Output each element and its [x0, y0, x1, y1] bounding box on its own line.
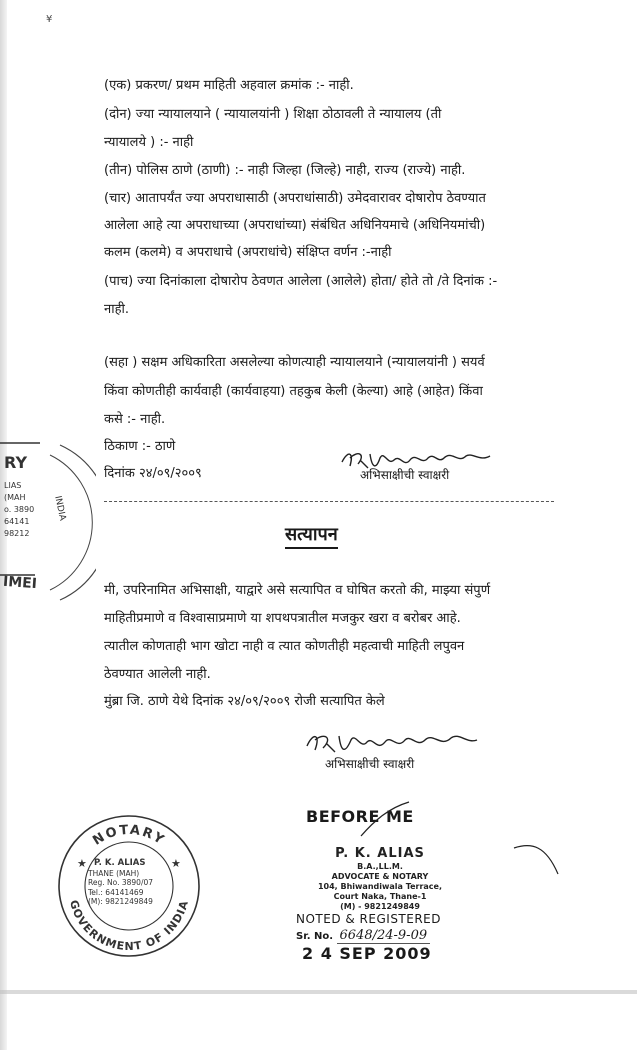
- verification-line-3: त्यातील कोणताही भाग खोटा नाही व त्यात कोणतीही महत्वाची माहिती लपुवन: [104, 639, 465, 654]
- edge-stamp-text-4: o. 3890: [4, 505, 35, 514]
- notary-stamp-ring-bottom: GOVERNMENT OF INDIA: [66, 898, 192, 954]
- edge-stamp-text-7: INDIA: [52, 495, 68, 522]
- noted-registered-stamp: NOTED & REGISTERED: [296, 912, 442, 926]
- notary-stamp-tel: Tel.: 64141469: [88, 887, 144, 897]
- affidavit-line-7: कलम (कलमे) व अपराधाचे (अपराधांचे) संक्षिप्त वर्णन :-नाही: [104, 245, 392, 260]
- notary-stamp-name: P. K. ALIAS: [94, 858, 146, 868]
- affidavit-line-2: (दोन) ज्या न्यायालयाने ( न्यायालयांनी ) शिक्षा ठोठावली ते न्यायालय (ती: [104, 107, 442, 122]
- affidavit-line-10: (सहा ) सक्षम अधिकारिता असलेल्या कोणत्याही न्यायालयाने (न्यायालयांनी ) सयर्व: [104, 355, 485, 370]
- edge-stamp-text-8: IMEI: [2, 573, 38, 593]
- notary-details: [310, 846, 450, 912]
- verification-line-1: मी, उपरिनामित अभिसाक्षी, याद्वारे असे सत्यापित व घोषित करतो की, माझ्या संपुर्ण: [104, 583, 491, 598]
- affidavit-line-9: नाही.: [104, 302, 129, 317]
- notary-degree: B.A.,LL.M.: [357, 862, 403, 871]
- verification-line-2: माहितीप्रमाणे व विश्वासाप्रमाणे या शपथपत्रातील मजकुर खरा व बरोबर आहे.: [104, 611, 461, 626]
- notary-stamp-ring-top: NOTARY: [90, 822, 168, 849]
- pen-mark: [512, 838, 562, 878]
- verification-line-5: मुंब्रा जि. ठाणे येथे दिनांक २४/०९/२००९ रोजी सत्यापित केले: [104, 694, 385, 709]
- edge-stamp-text-3: (MAH: [4, 493, 26, 502]
- edge-stamp-text-2: LIAS: [4, 481, 22, 490]
- notary-stamp-place: THANE (MAH): [88, 868, 140, 878]
- edge-stamp-fragment: [0, 425, 96, 615]
- serial-number: [296, 928, 430, 943]
- notary-address-1: 104, Bhiwandiwala Terrace,: [317, 882, 443, 891]
- notary-name: P. K. ALIAS: [335, 846, 425, 861]
- verification-line-4: ठेवण्यात आलेली नाही.: [104, 667, 211, 682]
- affidavit-line-12: कसे :- नाही.: [104, 412, 166, 427]
- deponent-signature-label-2: अभिसाक्षीची स्वाक्षरी: [325, 757, 415, 771]
- registration-date-stamp: 2 4 SEP 2009: [302, 944, 432, 963]
- before-me-stamp: BEFORE ME: [306, 807, 414, 826]
- verification-heading: सत्यापन: [285, 524, 338, 549]
- affidavit-line-5: (चार) आतापर्यंत ज्या अपराधासाठी (अपराधांसाठी) उमेदवारावर दोषारोप ठेवण्यात: [104, 191, 486, 206]
- place-line: ठिकाण :- ठाणे: [104, 439, 176, 454]
- notary-stamp-inner: [88, 859, 176, 907]
- notary-stamp-mobile: (M): 9821249849: [88, 897, 153, 906]
- notary-round-stamp: [55, 812, 203, 960]
- serial-number-value: 6648/24-9-09: [337, 928, 431, 944]
- star-icon: ★: [171, 857, 181, 870]
- notary-title: ADVOCATE & NOTARY: [331, 872, 429, 881]
- edge-stamp-text-6: 98212: [4, 529, 30, 538]
- date-line: दिनांक २४/०९/२००९: [104, 466, 202, 481]
- deponent-signature-label-1: अभिसाक्षीची स्वाक्षरी: [360, 468, 450, 482]
- section-divider: [104, 501, 554, 502]
- affidavit-line-1: (एक) प्रकरण/ प्रथम माहिती अहवाल क्रमांक :- नाही.: [104, 78, 354, 93]
- scan-bottom-band: [0, 990, 637, 994]
- affidavit-line-8: (पाच) ज्या दिनांकाला दोषारोप ठेवणत आलेला (आलेले) होता/ होते तो /ते दिनांक :-: [104, 274, 498, 289]
- corner-mark: ¥: [46, 14, 53, 25]
- serial-number-label: Sr. No.: [296, 931, 334, 942]
- notary-stamp-reg: Reg. No. 3890/07: [88, 878, 154, 887]
- notary-mobile: (M) - 9821249849: [340, 902, 420, 911]
- star-icon: ★: [77, 857, 87, 870]
- notary-signature-stroke: [355, 800, 415, 840]
- edge-stamp-text-5: 64141: [4, 517, 30, 526]
- edge-stamp-text-1: RY: [4, 453, 28, 472]
- affidavit-line-11: किंवा कोणतीही कार्यवाही (कार्यवाहया) तहकुब केली (केल्या) आहे (आहेत) किंवा: [104, 384, 483, 399]
- affidavit-line-3: न्यायालये ) :- नाही: [104, 135, 194, 150]
- affidavit-line-6: आलेला आहे त्या अपराधाच्या (अपराधांच्या) संबंधित अधिनियमाचे (अधिनियमांची): [104, 218, 486, 233]
- affidavit-line-4: (तीन) पोलिस ठाणे (ठाणी) :- नाही जिल्हा (जिल्हे) नाही, राज्य (राज्ये) नाही.: [104, 163, 466, 178]
- notary-address-2: Court Naka, Thane-1: [333, 892, 427, 901]
